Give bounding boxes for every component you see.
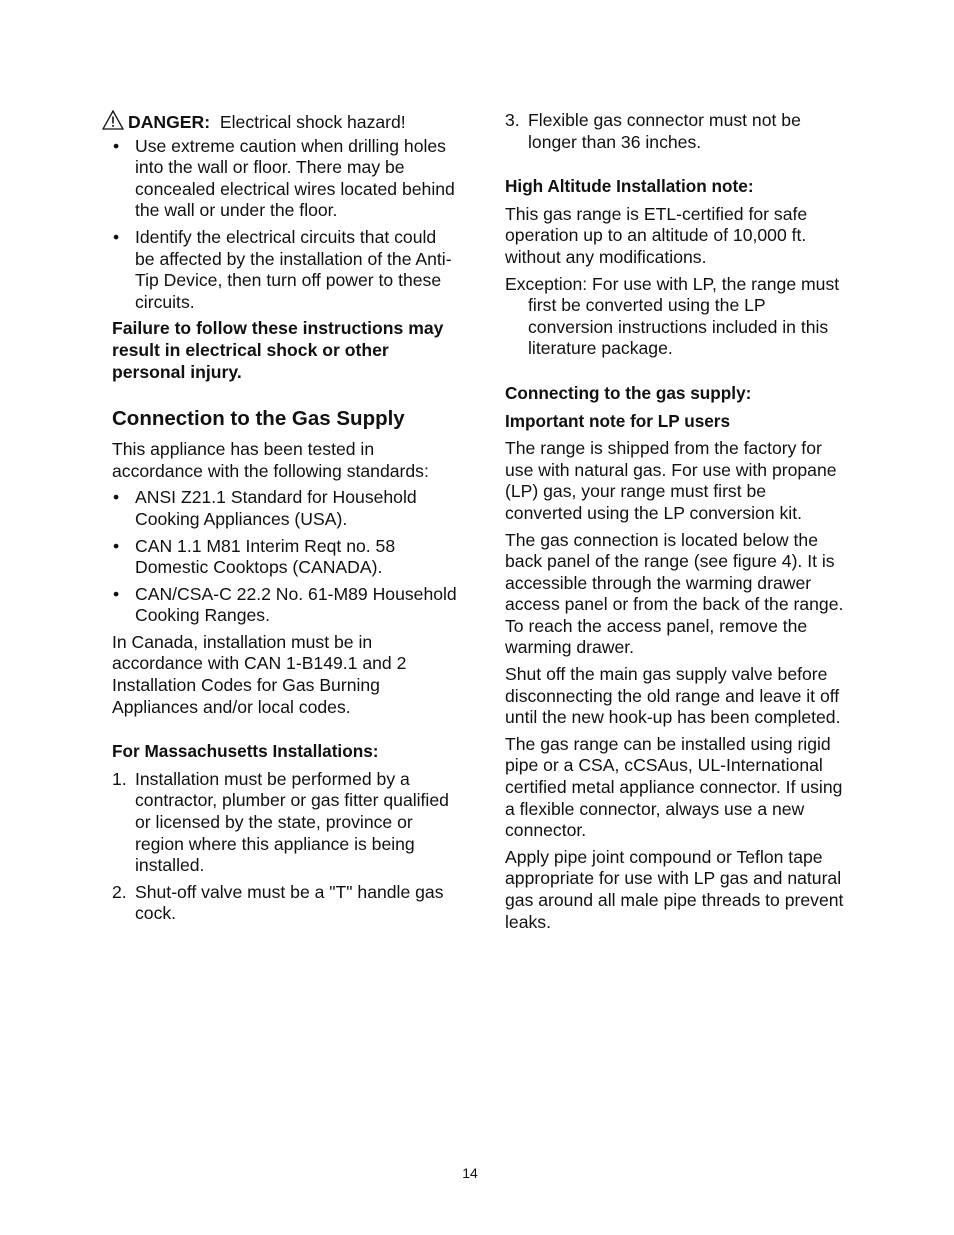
paragraph: Apply pipe joint compound or Teflon tape appropriate for use with LP gas and natural gas around all male pipe threads to prevent leaks.	[505, 846, 844, 932]
list-item: 2. Shut-off valve must be a "T" handle gas cock.	[112, 881, 444, 924]
list-item: 1. Installation must be performed by a contractor, plumber or gas fitter qualified or licensed by the state, province or region where this appliance is being installed.	[112, 768, 449, 876]
danger-label: DANGER:	[128, 112, 211, 132]
massachusetts-heading: For Massachusetts Installations:	[112, 741, 379, 762]
warning-text: Failure to follow these instructions may result in electrical shock or other personal injury.	[112, 318, 444, 382]
exception-paragraph: Exception: For use with LP, the range must first be converted using the LP conversion instructions included in this literature package.	[505, 273, 840, 359]
canada-paragraph: In Canada, installation must be in accordance with CAN 1-B149.1 and 2 Installation Codes for Gas Burning Appliances and/or local codes.	[112, 631, 407, 717]
left-column	[112, 110, 457, 930]
list-item: 3. Flexible gas connector must not be longer than 36 inches.	[505, 110, 801, 152]
standards-list	[112, 487, 457, 627]
massachusetts-list-continued	[505, 110, 845, 153]
altitude-paragraph: This gas range is ETL-certified for safe operation up to an altitude of 10,000 ft. without any modifications.	[505, 203, 808, 267]
connecting-heading: Connecting to the gas supply:	[505, 382, 752, 403]
danger-text: Electrical shock hazard!	[219, 112, 406, 132]
list-item: • ANSI Z21.1 Standard for Household Cooking Appliances (USA).	[112, 487, 457, 530]
paragraph: The gas range can be installed using rigid pipe or a CSA, cCSAus, UL-International certified metal appliance connector. If using a flexible connector, always use a new connector.	[505, 733, 843, 841]
lp-users-heading: Important note for LP users	[505, 410, 731, 431]
warning-triangle-icon	[102, 110, 124, 130]
page-number: 14	[462, 1165, 478, 1181]
danger-notice	[102, 110, 457, 134]
danger-bullet-list	[112, 136, 457, 314]
paragraph: Shut off the main gas supply valve before disconnecting the old range and leave it off until the new hook-up has been completed.	[505, 664, 841, 728]
intro-paragraph: This appliance has been tested in accordance with the following standards:	[112, 439, 429, 481]
paragraph: The range is shipped from the factory for use with natural gas. For use with propane (LP) gas, your range must first be converted using the LP conversion kit.	[505, 438, 837, 523]
list-item: • CAN/CSA-C 22.2 No. 61-M89 Household Cooking Ranges.	[112, 584, 457, 627]
section-title: Connection to the Gas Supply	[112, 407, 405, 431]
massachusetts-list	[112, 769, 457, 925]
list-item: • Identify the electrical circuits that could be affected by the installation of the Anti-Tip Device, then turn off power to these circuits.	[112, 227, 457, 313]
altitude-heading: High Altitude Installation note:	[505, 176, 754, 197]
list-item: • Use extreme caution when drilling holes into the wall or floor. There may be concealed electrical wires located behind the wall or under the floor.	[112, 136, 457, 222]
right-column	[505, 110, 845, 938]
paragraph: The gas connection is located below the back panel of the range (see figure 4). It is accessible through the warming drawer access panel or from the back of the range. To reach the access panel, remove the warming drawer.	[505, 529, 844, 658]
list-item: • CAN 1.1 M81 Interim Reqt no. 58 Domestic Cooktops (CANADA).	[112, 536, 457, 579]
